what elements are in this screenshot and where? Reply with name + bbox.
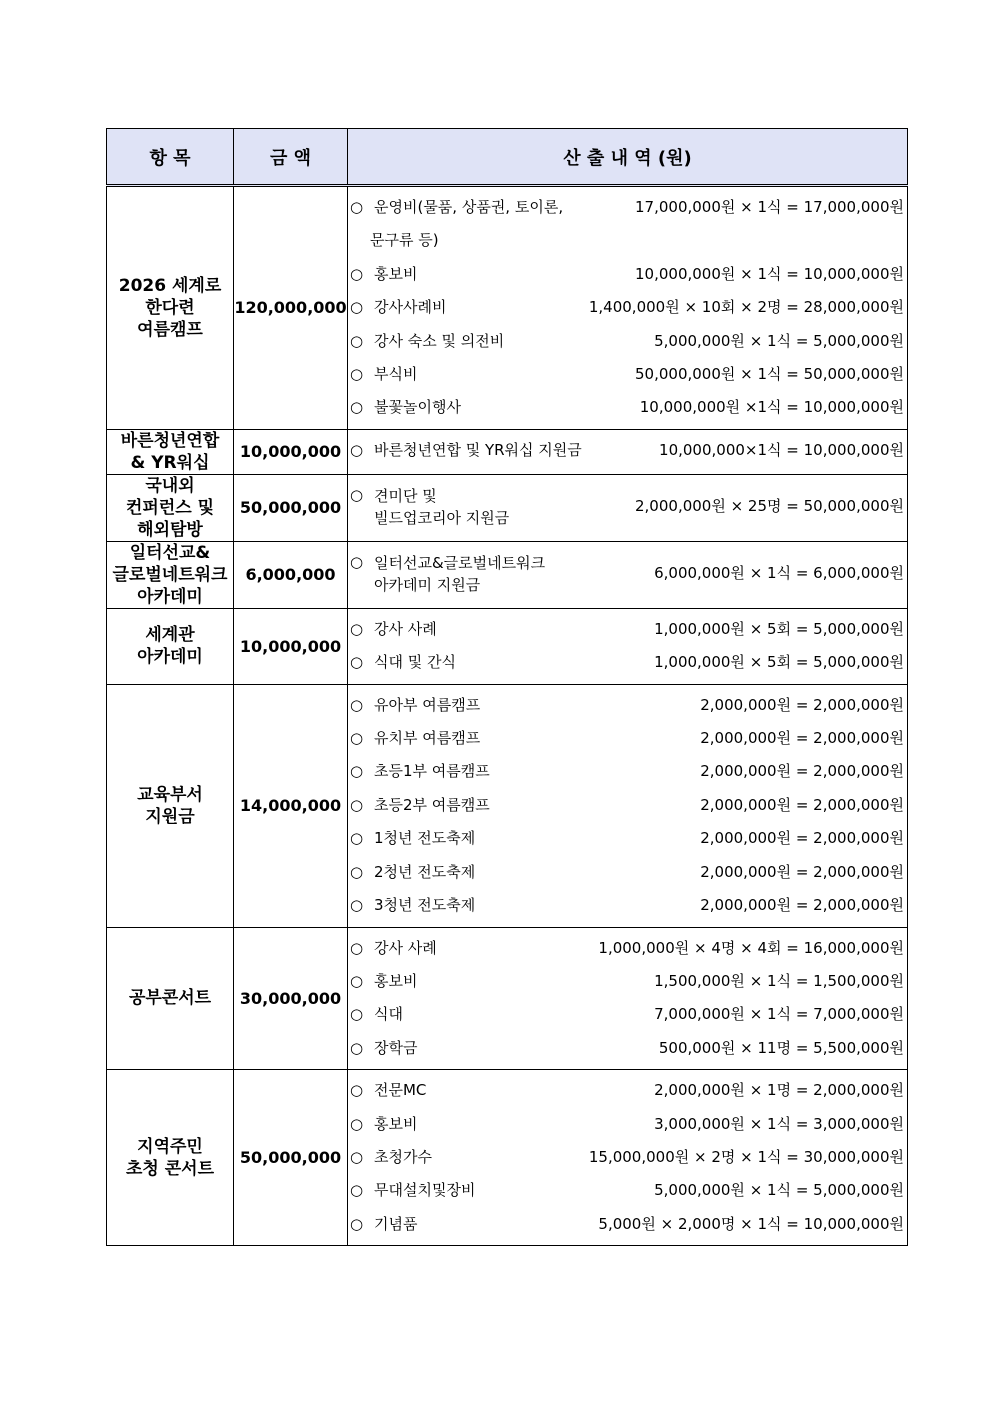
budget-row	[107, 684, 908, 927]
item-name-line: 2026 세계로	[118, 275, 222, 296]
detail-description-line: 유아부 여름캠프	[374, 695, 481, 714]
detail-cell	[348, 186, 908, 430]
detail-description	[374, 479, 509, 535]
detail-left	[350, 998, 403, 1031]
circle-bullet-icon: ○	[350, 485, 364, 504]
circle-bullet-icon: ○	[350, 1181, 364, 1200]
detail-description-line: 무대설치및장비	[374, 1181, 476, 1200]
detail-left	[350, 646, 456, 679]
item-name-line: 세계관	[145, 625, 195, 646]
detail-calculation: 5,000원 × 2,000명 × 1식 = 10,000,000원	[598, 1214, 904, 1233]
detail-calculation: 1,000,000원 × 5회 = 5,000,000원	[654, 653, 904, 672]
detail-description-line: 유치부 여름캠프	[374, 729, 481, 748]
detail-cell	[348, 1070, 908, 1246]
detail-line	[350, 546, 904, 602]
detail-left	[350, 1074, 426, 1107]
item-name	[107, 541, 234, 608]
detail-calculation: 10,000,000원 × 1식 = 10,000,000원	[635, 264, 904, 283]
detail-calculation: 2,000,000원 = 2,000,000원	[700, 795, 904, 814]
detail-description	[374, 689, 480, 722]
item-name-line: 아카데미	[137, 586, 203, 607]
detail-description	[374, 1174, 475, 1207]
item-name-line: 여름캠프	[137, 319, 203, 340]
detail-left	[350, 1174, 475, 1207]
circle-bullet-icon: ○	[350, 829, 364, 848]
detail-cell	[348, 429, 908, 474]
item-name-line: 한다련	[145, 297, 195, 318]
detail-description-line: 홍보비	[374, 1114, 418, 1133]
detail-left	[350, 1208, 417, 1241]
detail-line	[350, 258, 904, 291]
detail-line	[350, 1074, 904, 1107]
circle-bullet-icon: ○	[350, 695, 364, 714]
header-amount: 금 액	[234, 129, 348, 186]
detail-description-line: 불꽃놀이행사	[374, 398, 461, 417]
detail-calculation: 15,000,000원 × 2명 × 1식 = 30,000,000원	[588, 1147, 904, 1166]
detail-calculation: 10,000,000원 ×1식 = 10,000,000원	[639, 398, 904, 417]
amount-value: 10,000,000	[234, 608, 348, 684]
detail-left	[350, 822, 475, 855]
detail-line	[350, 434, 904, 467]
item-name-line: 컨퍼런스 및	[125, 497, 215, 518]
detail-description	[374, 391, 461, 424]
detail-line	[350, 358, 904, 391]
detail-cell	[348, 474, 908, 541]
budget-row	[107, 474, 908, 541]
detail-line	[350, 856, 904, 889]
budget-row	[107, 1070, 908, 1246]
detail-line	[350, 391, 904, 424]
item-name-line: & YR워십	[130, 452, 210, 473]
item-name-line: 지역주민	[137, 1136, 203, 1157]
detail-description-line: 강사 숙소 및 의전비	[374, 331, 505, 350]
item-name-line: 교육부서	[137, 784, 203, 805]
item-name	[107, 186, 234, 430]
detail-description-line: 식대	[374, 1005, 403, 1024]
item-name-line: 초청 콘서트	[125, 1158, 215, 1179]
detail-calculation: 50,000,000원 × 1식 = 50,000,000원	[635, 365, 904, 384]
circle-bullet-icon: ○	[350, 1147, 364, 1166]
circle-bullet-icon: ○	[350, 1038, 364, 1057]
detail-left	[350, 1141, 432, 1174]
detail-description	[374, 789, 490, 822]
detail-description-line: 빌드업코리아 지원금	[374, 508, 510, 527]
detail-description	[374, 258, 417, 291]
detail-calculation: 2,000,000원 = 2,000,000원	[700, 762, 904, 781]
detail-description-line: 3청년 전도축제	[374, 896, 476, 915]
detail-line	[350, 1208, 904, 1241]
detail-left	[350, 1108, 417, 1141]
detail-description	[374, 889, 475, 922]
circle-bullet-icon: ○	[350, 795, 364, 814]
budget-table	[106, 128, 908, 1246]
detail-description-line: 강사 사례	[374, 619, 437, 638]
detail-description-line: 2청년 전도축제	[374, 862, 476, 881]
detail-left	[350, 191, 563, 258]
detail-description	[374, 1074, 426, 1107]
detail-calculation: 1,500,000원 × 1식 = 1,500,000원	[654, 971, 904, 990]
budget-row	[107, 927, 908, 1070]
detail-cell	[348, 608, 908, 684]
detail-line	[350, 1032, 904, 1065]
budget-row	[107, 608, 908, 684]
circle-bullet-icon: ○	[350, 1081, 364, 1100]
detail-description	[374, 1208, 417, 1241]
detail-line	[350, 191, 904, 258]
detail-line	[350, 755, 904, 788]
detail-description-line: 홍보비	[374, 264, 418, 283]
detail-calculation: 1,400,000원 × 10회 × 2명 = 28,000,000원	[588, 298, 904, 317]
item-name-line: 해외탐방	[137, 519, 203, 540]
detail-left	[350, 358, 417, 391]
detail-calculation: 3,000,000원 × 1식 = 3,000,000원	[654, 1114, 904, 1133]
item-name-line: 바른청년연합	[120, 430, 220, 451]
detail-calculation: 7,000,000원 × 1식 = 7,000,000원	[654, 1005, 904, 1024]
detail-description	[374, 1141, 432, 1174]
detail-calculation: 10,000,000×1식 = 10,000,000원	[659, 440, 904, 459]
detail-cell	[348, 684, 908, 927]
amount-value: 120,000,000	[234, 186, 348, 430]
detail-description	[374, 932, 437, 965]
detail-line	[350, 613, 904, 646]
detail-line	[350, 932, 904, 965]
detail-description	[374, 755, 490, 788]
amount-value: 10,000,000	[234, 429, 348, 474]
detail-left	[350, 291, 446, 324]
detail-left	[350, 325, 504, 358]
table-body	[107, 186, 908, 1246]
detail-calculation: 2,000,000원 = 2,000,000원	[700, 896, 904, 915]
detail-description-line: 강사 사례	[374, 938, 437, 957]
detail-line	[350, 889, 904, 922]
detail-description	[374, 856, 475, 889]
circle-bullet-icon: ○	[350, 1214, 364, 1233]
detail-calculation: 6,000,000원 × 1식 = 6,000,000원	[654, 564, 904, 583]
detail-line	[350, 1141, 904, 1174]
circle-bullet-icon: ○	[350, 1005, 364, 1024]
detail-description	[374, 358, 417, 391]
header-item: 항 목	[107, 129, 234, 186]
circle-bullet-icon: ○	[350, 938, 364, 957]
detail-description	[374, 613, 437, 646]
item-name	[107, 927, 234, 1070]
detail-description-line: 문구류 등)	[370, 231, 439, 250]
detail-line	[350, 998, 904, 1031]
circle-bullet-icon: ○	[350, 862, 364, 881]
detail-description-line: 아카데미 지원금	[374, 575, 481, 594]
detail-left	[350, 391, 461, 424]
item-name	[107, 429, 234, 474]
item-name-line: 일터선교&	[129, 542, 211, 563]
budget-row	[107, 429, 908, 474]
detail-description	[374, 998, 403, 1031]
detail-description	[374, 965, 417, 998]
detail-calculation: 5,000,000원 × 1식 = 5,000,000원	[654, 1181, 904, 1200]
detail-description-line: 전문MC	[374, 1081, 427, 1100]
detail-calculation: 2,000,000원 × 25명 = 50,000,000원	[635, 497, 904, 516]
item-name-line: 글로벌네트워크	[112, 564, 228, 585]
detail-left	[350, 479, 509, 535]
detail-description	[374, 646, 456, 679]
detail-description-line: 1청년 전도축제	[374, 829, 476, 848]
detail-calculation: 2,000,000원 = 2,000,000원	[700, 695, 904, 714]
detail-calculation: 5,000,000원 × 1식 = 5,000,000원	[654, 331, 904, 350]
circle-bullet-icon: ○	[350, 619, 364, 638]
detail-left	[350, 789, 490, 822]
detail-description-line: 일터선교&글로벌네트워크	[374, 553, 546, 572]
detail-line	[350, 291, 904, 324]
detail-left	[350, 722, 480, 755]
circle-bullet-icon: ○	[350, 365, 364, 384]
item-name-line: 아카데미	[137, 647, 203, 668]
detail-description-line: 식대 및 간식	[374, 653, 456, 672]
detail-description	[374, 1032, 417, 1065]
detail-left	[350, 258, 417, 291]
amount-value: 50,000,000	[234, 474, 348, 541]
detail-description-line: 운영비(물품, 상품권, 토이론,	[374, 198, 564, 216]
circle-bullet-icon: ○	[350, 264, 364, 283]
item-name	[107, 1070, 234, 1246]
detail-description-line: 초청가수	[374, 1147, 432, 1166]
budget-row	[107, 541, 908, 608]
detail-left	[350, 546, 545, 602]
detail-line	[350, 1108, 904, 1141]
detail-description-line: 부식비	[374, 365, 418, 384]
circle-bullet-icon: ○	[350, 298, 364, 317]
circle-bullet-icon: ○	[350, 1114, 364, 1133]
detail-left	[350, 856, 475, 889]
item-name-line: 공부콘서트	[128, 988, 212, 1009]
detail-calculation: 500,000원 × 11명 = 5,500,000원	[658, 1038, 904, 1057]
circle-bullet-icon: ○	[350, 762, 364, 781]
detail-description	[374, 291, 446, 324]
detail-description	[374, 546, 545, 602]
detail-description-line: 홍보비	[374, 971, 418, 990]
detail-calculation: 2,000,000원 = 2,000,000원	[700, 829, 904, 848]
detail-left	[350, 965, 417, 998]
item-name-line: 지원금	[145, 806, 195, 827]
detail-line	[350, 722, 904, 755]
detail-left	[350, 755, 490, 788]
detail-description	[370, 191, 564, 258]
circle-bullet-icon: ○	[350, 653, 364, 672]
detail-cell	[348, 541, 908, 608]
circle-bullet-icon: ○	[350, 729, 364, 748]
budget-row	[107, 186, 908, 430]
detail-calculation: 1,000,000원 × 5회 = 5,000,000원	[654, 619, 904, 638]
detail-description-line: 초등2부 여름캠프	[374, 795, 490, 814]
detail-calculation: 1,000,000원 × 4명 × 4회 = 16,000,000원	[598, 938, 904, 957]
detail-calculation: 2,000,000원 = 2,000,000원	[700, 729, 904, 748]
header-detail: 산 출 내 역 (원)	[348, 129, 908, 186]
detail-description-line: 바른청년연합 및 YR워십 지원금	[374, 440, 582, 459]
header-row	[107, 129, 908, 186]
circle-bullet-icon: ○	[350, 440, 364, 459]
detail-line	[350, 789, 904, 822]
detail-description-line: 강사사례비	[374, 298, 447, 317]
detail-line	[350, 689, 904, 722]
detail-description	[374, 822, 475, 855]
circle-bullet-icon: ○	[350, 331, 364, 350]
detail-description	[374, 1108, 417, 1141]
item-name	[107, 608, 234, 684]
circle-bullet-icon: ○	[350, 971, 364, 990]
circle-bullet-icon: ○	[350, 398, 364, 417]
detail-description	[374, 722, 480, 755]
detail-description-line: 초등1부 여름캠프	[374, 762, 490, 781]
detail-left	[350, 932, 437, 965]
detail-line	[350, 479, 904, 535]
detail-calculation: 2,000,000원 × 1명 = 2,000,000원	[654, 1081, 904, 1100]
detail-left	[350, 689, 480, 722]
item-name	[107, 474, 234, 541]
circle-bullet-icon: ○	[350, 198, 364, 216]
detail-left	[350, 889, 475, 922]
circle-bullet-icon: ○	[350, 896, 364, 915]
detail-left	[350, 613, 437, 646]
amount-value: 6,000,000	[234, 541, 348, 608]
detail-description	[374, 325, 504, 358]
detail-line	[350, 822, 904, 855]
detail-description-line: 기념품	[374, 1214, 418, 1233]
detail-left	[350, 1032, 417, 1065]
detail-line	[350, 965, 904, 998]
amount-value: 30,000,000	[234, 927, 348, 1070]
detail-cell	[348, 927, 908, 1070]
amount-value: 50,000,000	[234, 1070, 348, 1246]
detail-line	[350, 1174, 904, 1207]
item-name-line: 국내외	[145, 475, 195, 496]
detail-description-line: 장학금	[374, 1038, 418, 1057]
amount-value: 14,000,000	[234, 684, 348, 927]
detail-left	[350, 434, 582, 467]
item-name	[107, 684, 234, 927]
detail-description-line: 견미단 및	[374, 486, 437, 505]
detail-description	[374, 434, 582, 467]
detail-line	[350, 646, 904, 679]
detail-line	[350, 325, 904, 358]
detail-calculation: 2,000,000원 = 2,000,000원	[700, 862, 904, 881]
circle-bullet-icon: ○	[350, 552, 364, 571]
detail-calculation: 17,000,000원 × 1식 = 17,000,000원	[635, 198, 904, 216]
